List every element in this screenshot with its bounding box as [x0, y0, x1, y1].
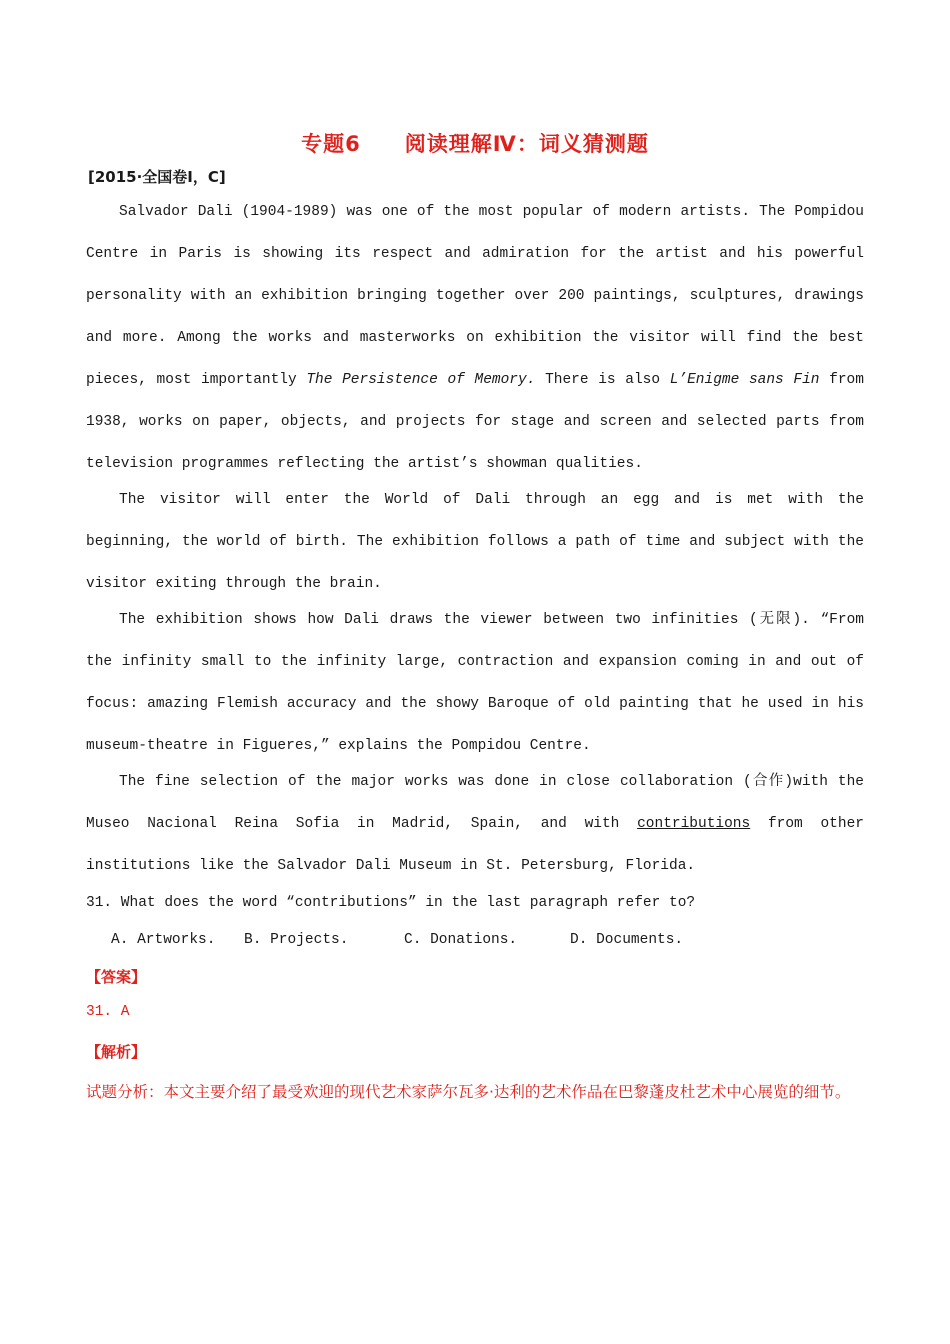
paragraph-4 — [86, 761, 864, 887]
paragraph-4-text-c: from other institutions like the Salvador Dali Museum in St. Petersburg, Florida. — [86, 816, 864, 874]
answer-value: 31. A — [86, 1004, 130, 1020]
paragraph-1-text-e: from 1938, works on paper, objects, and projects for stage and screen and selected parts from television programmes reflecting the artist’s showman qualities. — [86, 372, 864, 472]
option-d: D. Documents. — [570, 932, 684, 948]
paragraph-1-text-c: There is also — [535, 372, 670, 388]
title-topic: 专题6 — [301, 132, 361, 156]
option-c: C. Donations. — [404, 932, 518, 948]
question-31: 31. What does the word “contributions” in the last paragraph refer to? — [86, 895, 696, 911]
passage — [86, 191, 864, 887]
answer-options — [111, 932, 683, 948]
paragraph-1-text-a: Salvador Dali (1904-1989) was one of the most popular of modern artists. The Pompidou Centre in Paris is showing its respect and admiration for the artist and his powerful personality with an exhibition bringing together over 200 paintings, sculptures, drawings and more. Among the works and masterworks on exhibition the visitor will find the best pieces, most importantly — [86, 204, 864, 388]
source-label: [2015·全国卷Ⅰ，C] — [88, 168, 226, 186]
paragraph-4-text-a: The fine selection of the major works was done in close collaboration (合作)with the Museo Nacional Reina Sofia in Madrid, Spain, and with — [86, 774, 864, 832]
page-title — [0, 128, 950, 158]
answer-label: 【答案】 — [86, 968, 147, 986]
underlined-word: contributions — [637, 816, 751, 832]
title-subject: 阅读理解Ⅳ：词义猜测题 — [404, 132, 649, 156]
analysis-label: 【解析】 — [86, 1043, 147, 1061]
paragraph-1 — [86, 191, 864, 485]
option-a: A. Artworks. — [111, 932, 216, 948]
analysis-text: 试题分析：本文主要介绍了最受欢迎的现代艺术家萨尔瓦多·达利的艺术作品在巴黎蓬皮杜艺术中心展览的细节。 — [86, 1083, 851, 1101]
paragraph-3: The exhibition shows how Dali draws the viewer between two infinities (无限). “From the infinity small to the infinity large, contraction and expansion coming in and out of focus: amazing Flemish accuracy and the showy Baroque of old painting that he used in his museum-theatre in Figueres,” explains the Pompidou Centre. — [86, 612, 864, 754]
paragraph-2: The visitor will enter the World of Dali through an egg and is met with the beginning, the world of birth. The exhibition follows a path of time and subject with the visitor exiting through the brain. — [86, 492, 864, 592]
artwork-title-enigme: L’Enigme sans Fin — [669, 372, 820, 388]
artwork-title-persistence: The Persistence of Memory. — [306, 372, 536, 388]
option-b: B. Projects. — [244, 932, 349, 948]
